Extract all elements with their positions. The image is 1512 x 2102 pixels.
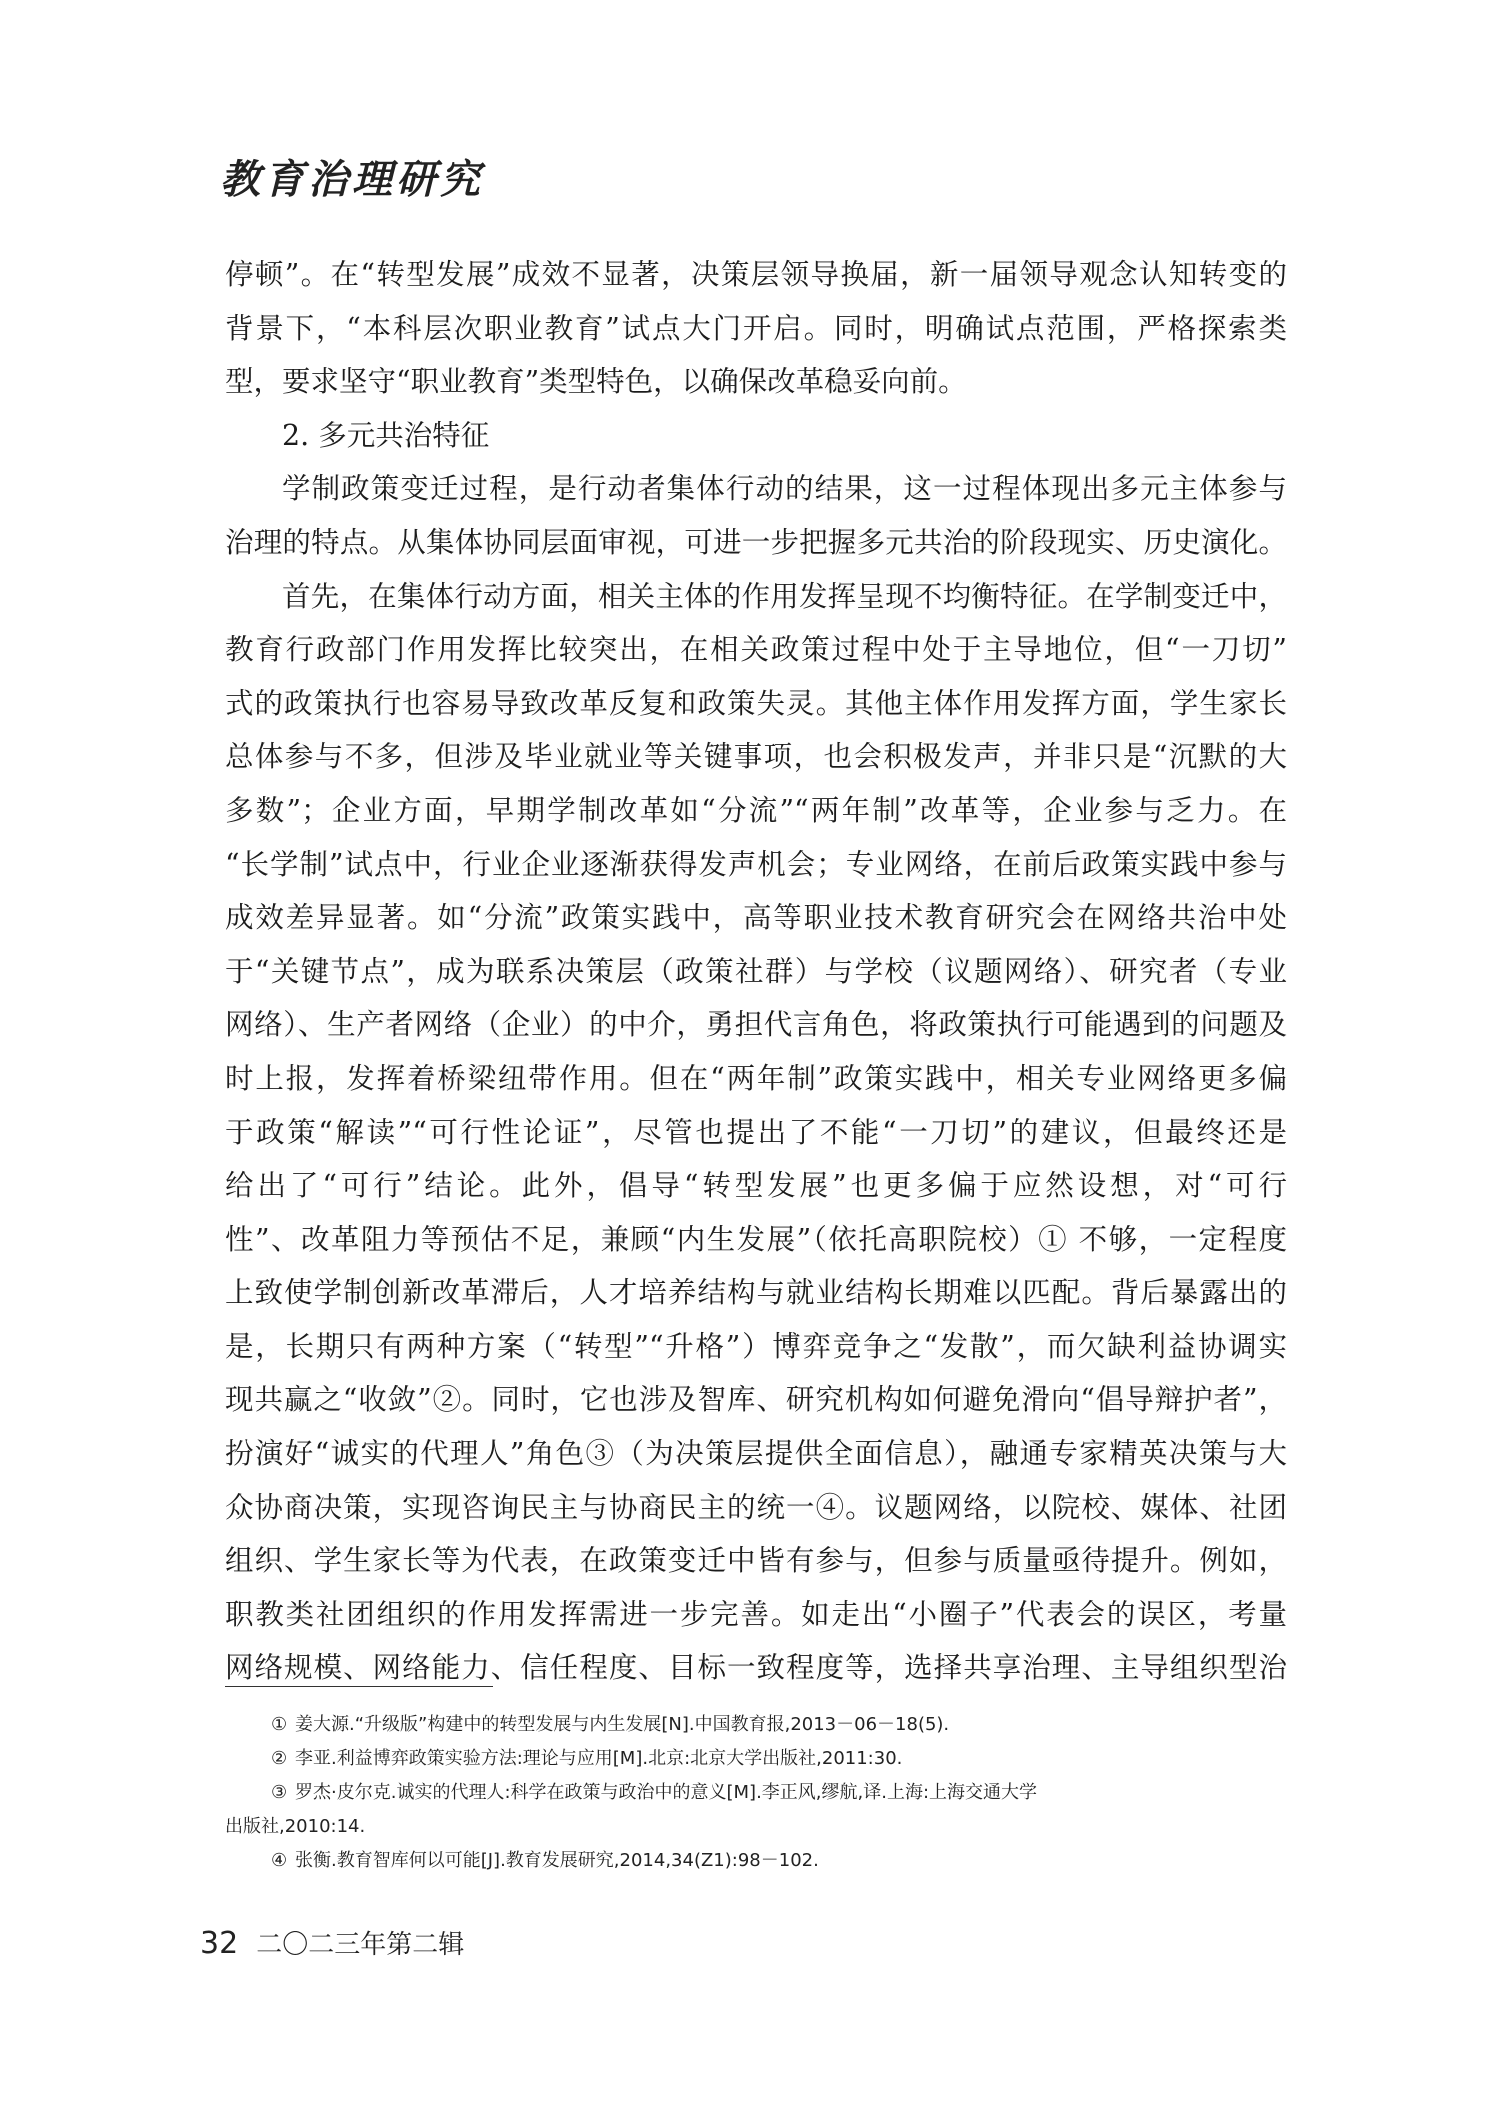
body-line: 学制政策变迁过程，是行动者集体行动的结果，这一过程体现出多元主体参与: [282, 472, 1287, 506]
body-line: 教育行政部门作用发挥比较突出，在相关政策过程中处于主导地位，但“一刀切”: [225, 633, 1287, 667]
body-line: 式的政策执行也容易导致改革反复和政策失灵。其他主体作用发挥方面，学生家长: [225, 686, 1287, 720]
footnote-2: [225, 1742, 1287, 1776]
body-line: 组织、学生家长等为代表，在政策变迁中皆有参与，但参与质量亟待提升。例如，: [225, 1544, 1287, 1578]
footnote-text: 出版社,2010:14.: [225, 1816, 366, 1837]
body-line: 首先，在集体行动方面，相关主体的作用发挥呈现不均衡特征。在学制变迁中，: [282, 579, 1287, 613]
footnote-4: [225, 1844, 1287, 1878]
page-footer: [200, 1924, 464, 1961]
footnote-divider: [225, 1686, 493, 1687]
journal-title: 教育治理研究: [220, 156, 484, 203]
body-text: [225, 248, 1287, 1695]
footnote-text: 罗杰·皮尔克.诚实的代理人:科学在政策与政治中的意义[M].李正风,缪航,译.上海:上海交通大学: [295, 1782, 1038, 1803]
body-line: 众协商决策，实现咨询民主与协商民主的统一④。议题网络，以院校、媒体、社团: [225, 1490, 1287, 1524]
body-line: 职教类社团组织的作用发挥需进一步完善。如走出“小圈子”代表会的误区，考量: [225, 1597, 1287, 1631]
body-line: 型，要求坚守“职业教育”类型特色，以确保改革稳妥向前。: [225, 365, 967, 399]
body-line: 于政策“解读”“可行性论证”，尽管也提出了不能“一刀切”的建议，但最终还是: [225, 1115, 1287, 1149]
page-number: 32: [200, 1926, 239, 1961]
body-line: 总体参与不多，但涉及毕业就业等关键事项，也会积极发声，并非只是“沉默的大: [225, 740, 1287, 774]
body-line: 治理的特点。从集体协同层面审视，可进一步把握多元共治的阶段现实、历史演化。: [225, 525, 1287, 559]
footnotes: [225, 1708, 1287, 1878]
body-line: 扮演好“诚实的代理人”角色③（为决策层提供全面信息），融通专家精英决策与大: [225, 1437, 1287, 1471]
body-line: 停顿”。在“转型发展”成效不显著，决策层领导换届，新一届领导观念认知转变的: [225, 258, 1287, 291]
footnote-marker: ②: [271, 1748, 288, 1769]
section-heading: 2. 多元共治特征: [282, 418, 490, 452]
body-line: 背景下，“本科层次职业教育”试点大门开启。同时，明确试点范围，严格探索类: [225, 311, 1287, 345]
issue-label: 二〇二三年第二辑: [256, 1930, 465, 1960]
body-line: 成效差异显著。如“分流”政策实践中，高等职业技术教育研究会在网络共治中处: [225, 901, 1287, 935]
footnote-text: 姜大源.“升级版”构建中的转型发展与内生发展[N].中国教育报,2013－06－18(5).: [295, 1714, 950, 1735]
footnote-3: [225, 1776, 1287, 1810]
footnote-3-continuation: [225, 1810, 1287, 1844]
body-line: 多数”；企业方面，早期学制改革如“分流”“两年制”改革等，企业参与乏力。在: [225, 793, 1287, 827]
body-line: 给出了“可行”结论。此外，倡导“转型发展”也更多偏于应然设想，对“可行: [225, 1169, 1287, 1203]
body-line: 时上报，发挥着桥梁纽带作用。但在“两年制”政策实践中，相关专业网络更多偏: [225, 1061, 1287, 1095]
body-line: 是，长期只有两种方案（“转型”“升格”）博弈竞争之“发散”，而欠缺利益协调实: [225, 1329, 1287, 1363]
body-line: 网络）、生产者网络（企业）的中介，勇担代言角色，将政策执行可能遇到的问题及: [225, 1008, 1287, 1042]
body-line: 上致使学制创新改革滞后，人才培养结构与就业结构长期难以匹配。背后暴露出的: [225, 1276, 1287, 1310]
footnote-1: [225, 1708, 1287, 1742]
footnote-marker: ④: [271, 1850, 288, 1871]
body-line: 网络规模、网络能力、信任程度、目标一致程度等，选择共享治理、主导组织型治: [225, 1651, 1287, 1685]
body-line: 于“关键节点”，成为联系决策层（政策社群）与学校（议题网络）、研究者（专业: [225, 954, 1287, 988]
footnote-text: 张衡.教育智库何以可能[J].教育发展研究,2014,34(Z1):98－102.: [295, 1850, 819, 1871]
body-line: 现共赢之“收敛”②。同时，它也涉及智库、研究机构如何避免滑向“倡导辩护者”，: [225, 1383, 1287, 1417]
footnote-marker: ①: [271, 1714, 288, 1735]
body-line: “长学制”试点中，行业企业逐渐获得发声机会；专业网络，在前后政策实践中参与: [225, 847, 1287, 881]
footnote-text: 李亚.利益博弈政策实验方法:理论与应用[M].北京:北京大学出版社,2011:30.: [295, 1748, 903, 1769]
footnote-marker: ③: [271, 1782, 288, 1803]
body-line: 性”、改革阻力等预估不足，兼顾“内生发展”（依托高职院校）① 不够，一定程度: [225, 1222, 1287, 1256]
